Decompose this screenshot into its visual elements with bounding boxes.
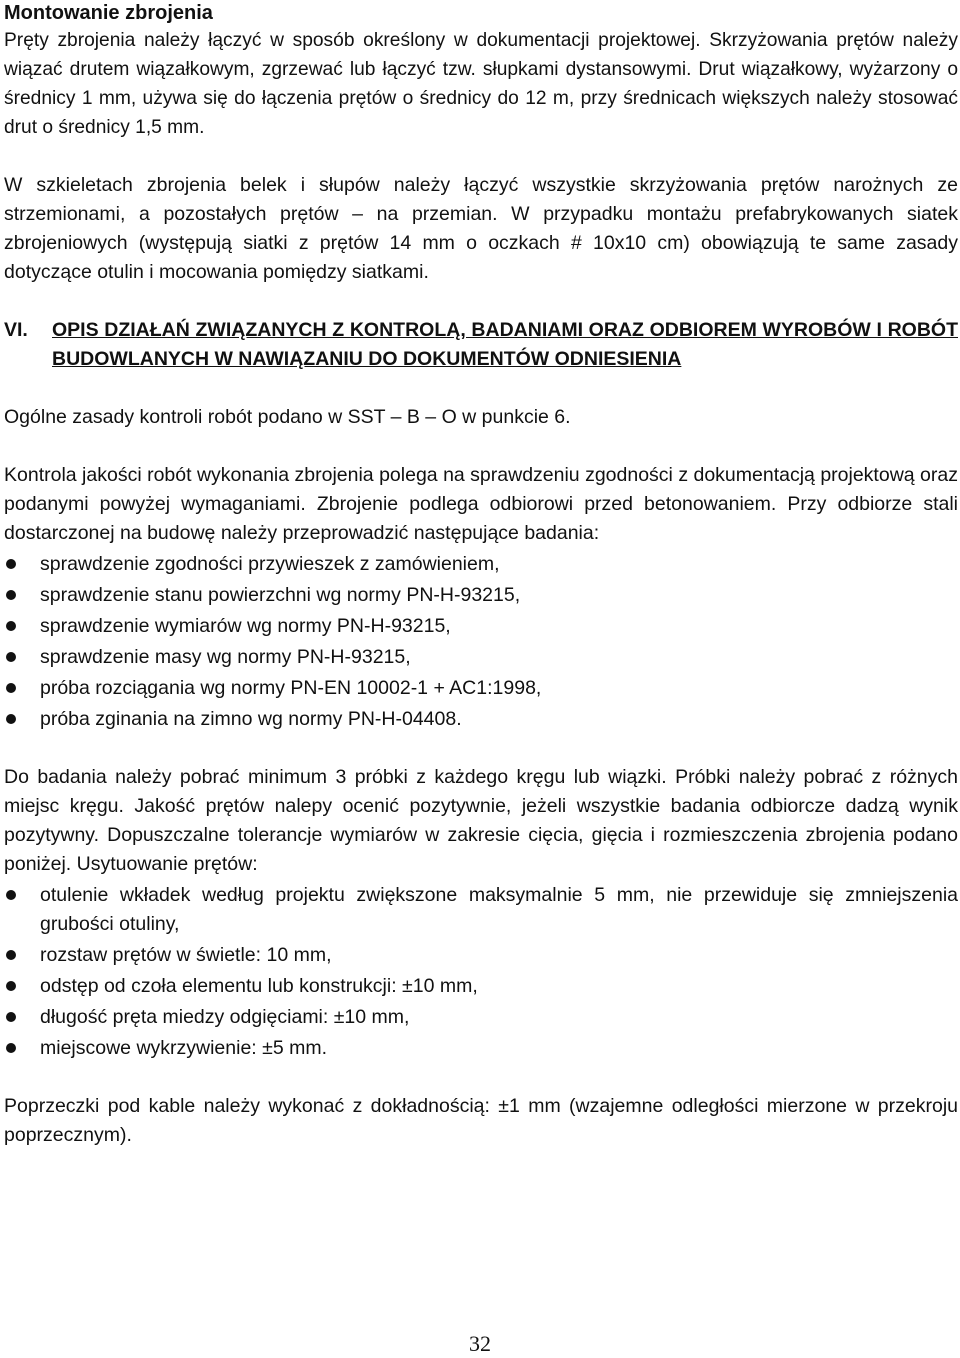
bullet-icon: [4, 879, 40, 939]
bullet-icon: [4, 970, 40, 1001]
bullet-icon: [4, 579, 40, 610]
list-item: długość pręta miedzy odgięciami: ±10 mm,: [4, 1001, 958, 1032]
spacer: [4, 374, 958, 403]
bullet-icon: [4, 703, 40, 734]
sampling-paragraph: Do badania należy pobrać minimum 3 próbki z każdego kręgu lub wiązki. Próbki należy pobrać z różnych miejsc kręgu. Jakość prętów nalepy ocenić pozytywnie, jeżeli wszystkie badania odbiorcze dadzą wynik pozytywny. Dopuszczalne tolerancje wymiarów w zakresie cięcia, gięcia i rozmieszczenia zbrojenia podano poniżej. Usytuowanie prętów:: [4, 766, 958, 875]
subsection-heading: Montowanie zbrojenia: [4, 2, 213, 24]
bullet-icon: [4, 1032, 40, 1063]
page-number: 32: [469, 1331, 491, 1356]
list-item: sprawdzenie wymiarów wg normy PN-H-93215,: [4, 610, 958, 641]
general-rules-paragraph: Ogólne zasady kontroli robót podano w SST – B – O w punkcie 6.: [4, 406, 571, 428]
spacer: [4, 734, 958, 763]
bullet-icon: [4, 672, 40, 703]
section-heading: [4, 316, 958, 374]
bullet-icon: [4, 939, 40, 970]
bullet-icon: [4, 641, 40, 672]
bullet-icon: [4, 548, 40, 579]
intro-paragraph: Pręty zbrojenia należy łączyć w sposób określony w dokumentacji projektowej. Skrzyżowania prętów należy wiązać drutem wiązałkowym, zgrzewać lub łączyć tzw. słupkami dystansowymi. Drut wiązałkowy, wyżarzony o średnicy 1 mm, używa się do łączenia prętów o średnicy do 12 m, przy średnicach większych należy stosować drut o średnicy 1,5 mm.: [4, 30, 958, 138]
list-item: otulenie wkładek według projektu zwiększone maksymalnie 5 mm, nie przewiduje się zmniejszenia grubości otuliny,: [4, 879, 958, 939]
list-item: miejscowe wykrzywienie: ±5 mm.: [4, 1032, 958, 1063]
list-item: odstęp od czoła elementu lub konstrukcji: ±10 mm,: [4, 970, 958, 1001]
list-item: sprawdzenie masy wg normy PN-H-93215,: [4, 641, 958, 672]
tests-list: [4, 548, 958, 734]
bullet-icon: [4, 610, 40, 641]
list-item: próba zginania na zimno wg normy PN-H-04408.: [4, 703, 958, 734]
list-item: rozstaw prętów w świetle: 10 mm,: [4, 939, 958, 970]
document-page: [4, 0, 958, 1150]
list-item: próba rozciągania wg normy PN-EN 10002-1 + AC1:1998,: [4, 672, 958, 703]
spacer: [4, 142, 958, 171]
crossbars-paragraph: Poprzeczki pod kable należy wykonać z dokładnością: ±1 mm (wzajemne odległości mierzone w przekroju poprzecznym).: [4, 1095, 958, 1146]
list-item: sprawdzenie stanu powierzchni wg normy PN-H-93215,: [4, 579, 958, 610]
spacer: [4, 287, 958, 316]
section-number: VI.: [4, 319, 28, 341]
quality-control-paragraph: Kontrola jakości robót wykonania zbrojenia polega na sprawdzeniu zgodności z dokumentacją projektową oraz podanymi powyżej wymaganiami. Zbrojenie podlega odbiorowi przed betonowaniem. Przy odbiorze stali dostarczonej na budowę należy przeprowadzić następujące badania:: [4, 464, 958, 544]
bullet-icon: [4, 1001, 40, 1032]
spacer: [4, 432, 958, 461]
tolerances-list: [4, 879, 958, 1063]
list-item: sprawdzenie zgodności przywieszek z zamówieniem,: [4, 548, 958, 579]
skeleton-paragraph: W szkieletach zbrojenia belek i słupów należy łączyć wszystkie skrzyżowania prętów narożnych ze strzemionami, a pozostałych prętów – na przemian. W przypadku montażu prefabrykowanych siatek zbrojeniowych (występują siatki z prętów 14 mm o oczkach # 10x10 cm) obowiązują te same zasady dotyczące otulin i mocowania pomiędzy siatkami.: [4, 174, 958, 283]
section-title: OPIS DZIAŁAŃ ZWIĄZANYCH Z KONTROLĄ, BADANIAMI ORAZ ODBIOREM WYROBÓW I ROBÓT BUDOWLANYCH W NAWIĄZANIU DO DOKUMENTÓW ODNIESIENIA: [52, 319, 958, 370]
spacer: [4, 1063, 958, 1092]
